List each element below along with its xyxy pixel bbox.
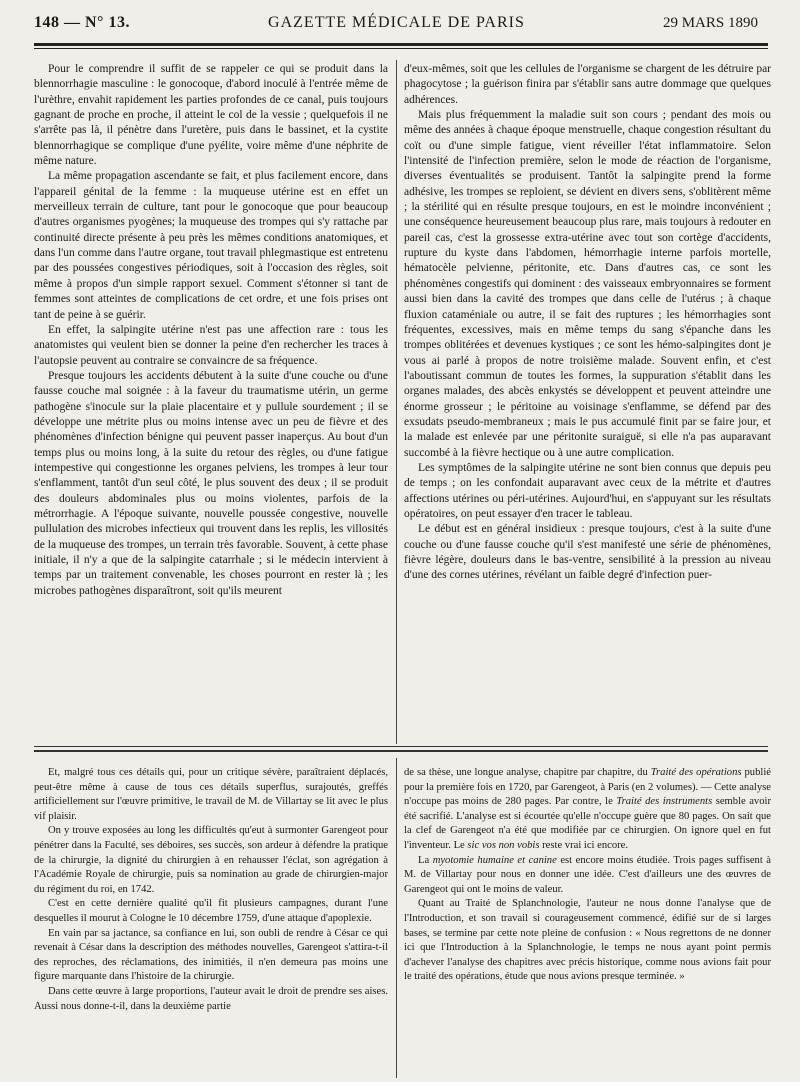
text-run: est encore moins étudiée. Trois pages suffisent à M. de Villartay pour nous en donner une idée. C'est d'ailleurs une des œuvres de Garengeot qui ont le moins de valeur. bbox=[404, 854, 771, 895]
paragraph: Et, malgré tous ces détails qui, pour un critique sévère, paraîtraient déplacés, peut-être même à cause de tous ces détails superflus, surajoutés, greffés artificiellement sur l'œuvre primitive, le travail de M. de Villartay se lit avec le plus vif plaisir. bbox=[34, 767, 388, 822]
paragraph: En effet, la salpingite utérine n'est pas une affection rare : tous les anatomistes qui veulent bien se donner la peine d'en rechercher les traces à l'autopsie peuvent au contraire se convaincre de sa fréquence. bbox=[34, 323, 388, 367]
header-rule-thin bbox=[34, 48, 768, 49]
paragraph bbox=[404, 766, 771, 854]
article-column-left bbox=[34, 62, 388, 730]
paragraph: Mais plus fréquemment la maladie suit son cours ; pendant des mois ou même des années à chaque époque menstruelle, chaque congestion résultant du coït ou d'une simple fatigue, vient réveiller l'état inflammatoire. Selon l'intensité de l'infection première, selon le mode de réaction de l'organisme, diverses éventualités se produisent. Tantôt la salpingite prend la forme adhésive, les trompes se reploient, se dévient en divers sens, s'oblitèrent même ; la stérilité qui en résulte presque toujours, en est le moindre inconvénient ; une conséquence heureusement beaucoup plus rare, mais toujours à redouter en pareil cas, c'est la grossesse extra-utérine avec tout son cortège d'accidents, rupture du kyste dans l'abdomen, hémorrhagie interne parfois mortelle, hématocèle pelvienne, péritonite, etc. Dans d'autres cas, ce sont les phénomènes congestifs qui dominent : des vaisseaux embryonnaires se forment aussi bien dans la cavité des trompes que dans celle de l'utérus ; à chaque fluxion cataméniale ou autre, il se fait des ruptures ; les hémorrhagies sont fréquentes, excessives, mais en même temps du sang s'épanche dans les trompes oblitérées et devenues kystiques ; ce sont les hémo-salpingites dont je vous ai parlé à propos de notre troisième malade. Souvent enfin, et c'est l'aboutissant commun de toutes les formes, la suppuration s'établit dans les organes malades, des abcès enkystés se développent et peuvent atteindre une énorme grosseur ; le péritoine au voisinage s'enflamme, se défend par des exsudats pseudo-membraneux ; mais le pus accumulé finit par se faire jour, et la malade est enlevée par une péritonite suraiguë, si elle n'a pas auparavant succombé à la fièvre hectique ou à une autre complication. bbox=[404, 109, 771, 459]
text-run: de sa thèse, une longue analyse, chapitre par chapitre, du bbox=[404, 767, 651, 778]
text-run: reste vrai ici encore. bbox=[539, 839, 629, 851]
paragraph bbox=[404, 854, 771, 898]
header-rule-thick bbox=[34, 43, 768, 46]
italic-title: Traité des opérations bbox=[650, 767, 742, 778]
paragraph: Dans cette œuvre à large proportions, l'auteur avait le droit de prendre ses aises. Aussi nous donne-t-il, dans la deuxième partie bbox=[34, 985, 388, 1012]
text-run: La bbox=[418, 854, 433, 866]
italic-phrase: sic vos non vobis bbox=[467, 839, 540, 851]
italic-title: Traité des instruments bbox=[616, 796, 713, 808]
review-column-left bbox=[34, 766, 388, 1080]
paragraph: Presque toujours les accidents débutent à la suite d'une couche ou d'une fausse couche mal soignée : à la faveur du traumatisme utérin, un germe pathogène s'inocule sur la plaie placentaire et y pullule sourdement ; il se développe une métrite plus ou moins intense avec un peu de fièvre et des phénomènes d'infection bénigne qui peuvent passer inaperçus. Au bout d'un temps plus ou moins long, à la suite du retour des règles, ou d'une fatigue intempestive qui congestionne les organes pelviens, les trompes à leur tour s'enflamment, tantôt d'un seul côté, le plus souvent des deux ; il se produit des douleurs abdominales plus ou moins violentes, parfois de la métrorrhagie. A l'époque suivante, nouvelle poussée congestive, nouvelle pullulation des microbes infectieux qui trouvent dans les replis, les villosités de la muqueuse des trompes, un terrain très favorable. Souvent, à cette phase initiale, il n'y a que de la salpingite catarrhale ; si le médecin intervient à temps par un traitement convenable, les choses pourront en rester là ; les microbes pathogènes disparaîtront, soit qu'ils meurent bbox=[34, 369, 388, 597]
text-run: semble avoir été sacrifié. L'analyse est si écourtée qu'elle n'occupe guère que 80 pages. On sait que la clef de Garengeot n'a été que modifiée par ce chirurgien. On ignore quel en fut l'inventeur. Le bbox=[404, 796, 771, 851]
journal-title: GAZETTE MÉDICALE DE PARIS bbox=[268, 14, 525, 31]
article-column-right bbox=[404, 62, 771, 730]
paragraph: Le début est en général insidieux : presque toujours, c'est à la suite d'une couche ou d'une fausse couche qu'il s'est manifesté une série de phénomènes, fièvre légère, douleurs dans le bas-ventre, sensibilité à la pression au niveau d'une des cornes utérines, révélant un faible degré d'infection puer- bbox=[404, 523, 771, 582]
section-rule-thin bbox=[34, 746, 768, 747]
column-divider-lower bbox=[396, 758, 397, 1078]
paragraph: La même propagation ascendante se fait, et plus facilement encore, dans l'appareil génital de la femme : la muqueuse utérine est en effet un merveilleux terrain de culture, tant pour le gonocoque que pour beaucoup d'autres organismes pyogènes; la muqueuse des trompes qui s'y rattache par continuité directe présente à peu près les mêmes conditions anatomiques, et dans l'un comme dans l'autre organe, tout travail phlegmastique est entretenu par des poussées congestives périodiques, soit à l'occasion des règles, soit même à propos d'un simple rapport sexuel. Comment s'étonner si tant de femmes sont atteintes de complications de cet ordre, et une fois prises ont tant de peine à se guérir. bbox=[34, 170, 388, 321]
paragraph: En vain par sa jactance, sa confiance en lui, son oubli de rendre à César ce qui revenait à César dans la description des méthodes nouvelles, Garengeot s'attira-t-il des reproches, des réclamations, des inimitiés, il n'en demeura pas moins une figure marquante dans l'histoire de la chirurgie. bbox=[34, 927, 388, 983]
paragraph: Quant au Traité de Splanchnologie, l'auteur ne nous donne l'analyse que de l'Introduction, et son travail si courageusement commencé, édifié sur de si larges bases, se termine par cette note pleine de confusion : « Nous regrettons de ne donner ici que l'Introduction à la Splanchnologie, le temps ne nous ayant point permis d'achever l'analyse des chapitres avec précis historique, comme nous avions fait pour le traité des opérations, étude que nous avions presque terminée. » bbox=[404, 898, 771, 983]
column-divider bbox=[396, 60, 397, 744]
italic-title: myotomie humaine et canine bbox=[432, 854, 557, 866]
paragraph: Pour le comprendre il suffit de se rappeler ce qui se produit dans la blennorrhagie masculine : le gonocoque, d'abord inoculé à l'entrée même de l'urèthre, envahit rapidement les parties profondes de ce canal, puis toujours gagnant de proche en proche, il atteint le col de la vessie ; quelquefois il ne s'arrête pas là, il pénètre dans l'uretère, puis dans le bassinet, et la cystite blennorrhagique se complique d'une pyélite, voire même d'une néphrite de même nature. bbox=[34, 63, 388, 168]
paragraph: Les symptômes de la salpingite utérine ne sont bien connus que depuis peu de temps ; on les confondait auparavant avec ceux de la métrite et d'autres affections utérines ou péri-utérines. Aujourd'hui, en s'appuyant sur les résultats opératoires, on peut essayer d'en tracer le tableau. bbox=[404, 461, 771, 520]
page-header bbox=[34, 14, 758, 38]
paragraph: d'eux-mêmes, soit que les cellules de l'organisme se chargent de les détruire par phagocytose ; la guérison finira par s'établir sans autre dommage que quelques adhérences. bbox=[404, 63, 771, 106]
section-rule-thick bbox=[34, 750, 768, 752]
issue-date: 29 MARS 1890 bbox=[662, 15, 758, 31]
paragraph: C'est en cette dernière qualité qu'il fit plusieurs campagnes, durant l'une desquelles il mourut à Cologne le 10 décembre 1759, d'une attaque d'apoplexie. bbox=[34, 898, 388, 924]
text-run: publié pour la première fois en 1720, par Garengeot, à Paris (en 2 volumes). — Cette analyse n'occupe pas moins de 280 pages. Par contre, le bbox=[404, 767, 771, 808]
paragraph: On y trouve exposées au long les difficultés qu'eut à surmonter Garengeot pour pénétrer dans la Faculté, ses déboires, ses succès, son ardeur à défendre la pratique de la chirurgie, la dignité du chirurgien à en rehausser l'éclat, son agrégation à l'Académie Royale de chirurgie, puis sa nomination au grade de chirurgien-major du régiment du roi, en 1742. bbox=[34, 825, 388, 895]
page-number: 148 — N° 13. bbox=[34, 14, 130, 31]
review-column-right bbox=[404, 766, 771, 1080]
